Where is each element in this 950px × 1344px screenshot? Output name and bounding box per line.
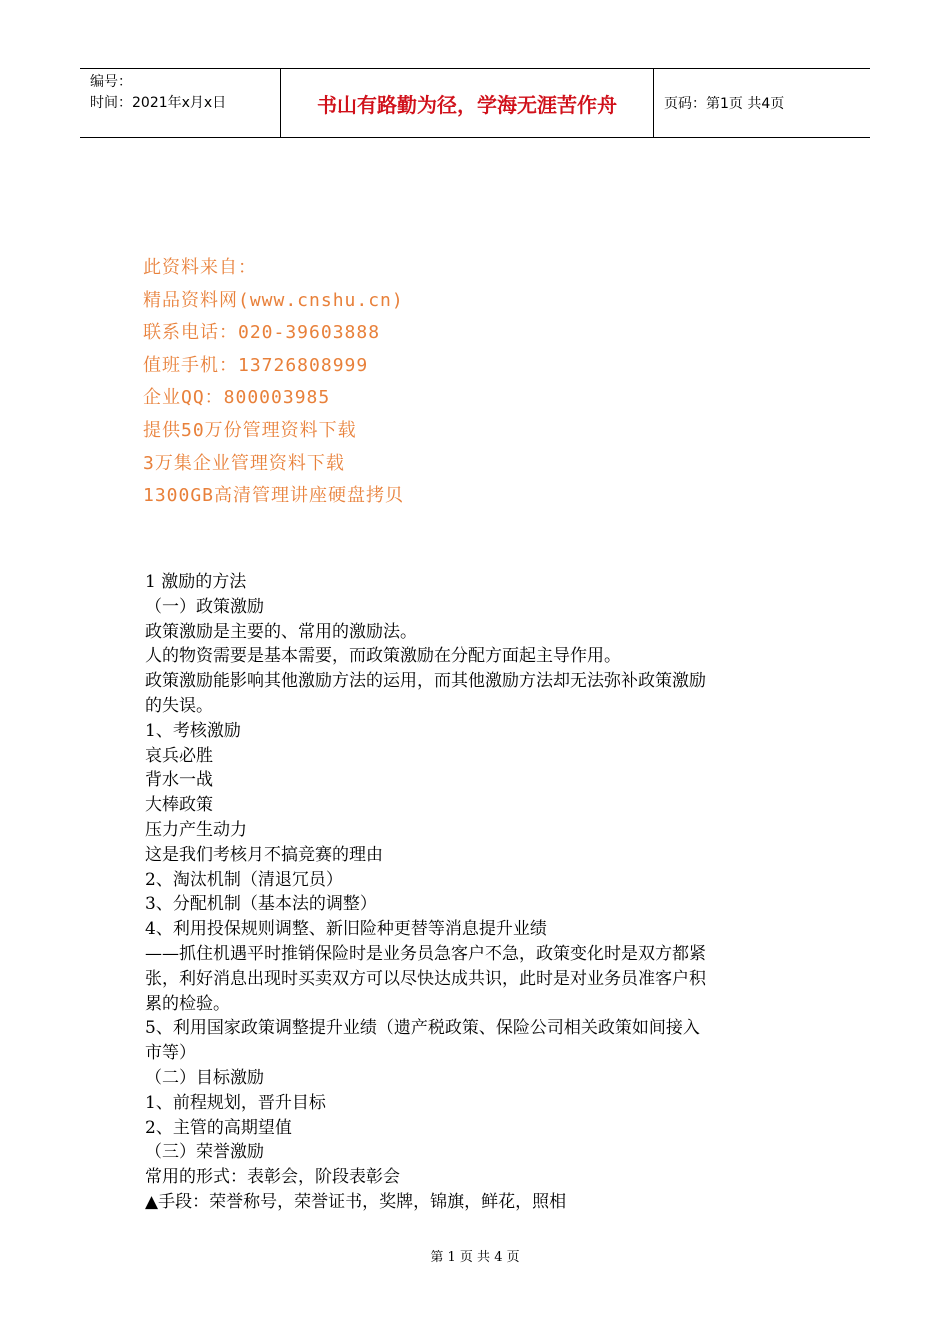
body-line: 这是我们考核月不搞竞赛的理由 [145,844,383,865]
list-item: 1、前程规划，晋升目标 [145,1092,326,1113]
source-line: 3万集企业管理资料下载 [143,452,345,474]
document-body [145,570,815,1215]
source-line: 此资料来自： [143,257,257,278]
list-item: 5、利用国家政策调整提升业绩（遗产税政策、保险公司相关政策如间接入 [145,1018,700,1039]
body-line: 政策激励是主要的、常用的激励法。 [145,621,417,642]
body-line: 张，利好消息出现时买卖双方可以尽快达成共识，此时是对业务员准客户积 [145,968,706,989]
body-line: 常用的形式：表彰会，阶段表彰会 [145,1167,400,1188]
body-line: 人的物资需要是基本需要，而政策激励在分配方面起主导作用。 [145,646,621,667]
list-item: 4、利用投保规则调整、新旧险种更替等消息提升业绩 [145,919,547,940]
header-motto: 书山有路勤为径，学海无涯苦作舟 [281,69,654,137]
source-line: 联系电话：020-39603888 [143,322,381,344]
source-line: 企业QQ：800003985 [143,387,331,409]
body-line: 背水一战 [145,770,213,791]
header-page-info: 页码：第1页 共4页 [664,96,785,112]
list-item: 2、主管的高期望值 [145,1117,292,1138]
body-line: 市等） [145,1043,196,1064]
list-item: 3、分配机制（基本法的调整） [145,894,377,915]
source-line: 精品资料网(www.cnshu.cn) [143,289,404,311]
list-item: 2、淘汰机制（清退冗员） [145,869,343,890]
time-label: 时间：2021年x月x日 [90,95,227,111]
body-line: 哀兵必胜 [145,745,213,766]
body-line: 的失误。 [145,695,213,716]
page-footer: 第 1 页 共 4 页 [430,1250,520,1265]
body-line: 压力产生动力 [145,819,247,840]
body-line: 大棒政策 [145,795,213,816]
source-line: 1300GB高清管理讲座硬盘拷贝 [143,485,405,507]
subsection-heading: （三）荣誉激励 [145,1142,264,1163]
source-block [143,252,404,513]
subsection-heading: （二）目标激励 [145,1067,264,1088]
header-meta [80,69,281,137]
body-line: 政策激励能影响其他激励方法的运用，而其他激励方法却无法弥补政策激励 [145,671,706,692]
source-line: 提供50万份管理资料下载 [143,419,357,441]
page-header [80,68,870,138]
body-line: ——抓住机遇平时推销保险时是业务员急客户不急，政策变化时是双方都紧 [145,943,706,964]
subsection-heading: （一）政策激励 [145,596,264,617]
body-line: 累的检验。 [145,993,230,1014]
section-heading: 1 激励的方法 [145,572,247,592]
list-item: 1、考核激励 [145,720,241,741]
body-line: ▲手段：荣誉称号，荣誉证书，奖牌，锦旗，鲜花，照相 [145,1191,567,1212]
number-label: 编号： [90,74,132,90]
source-line: 值班手机：13726808999 [143,354,369,376]
